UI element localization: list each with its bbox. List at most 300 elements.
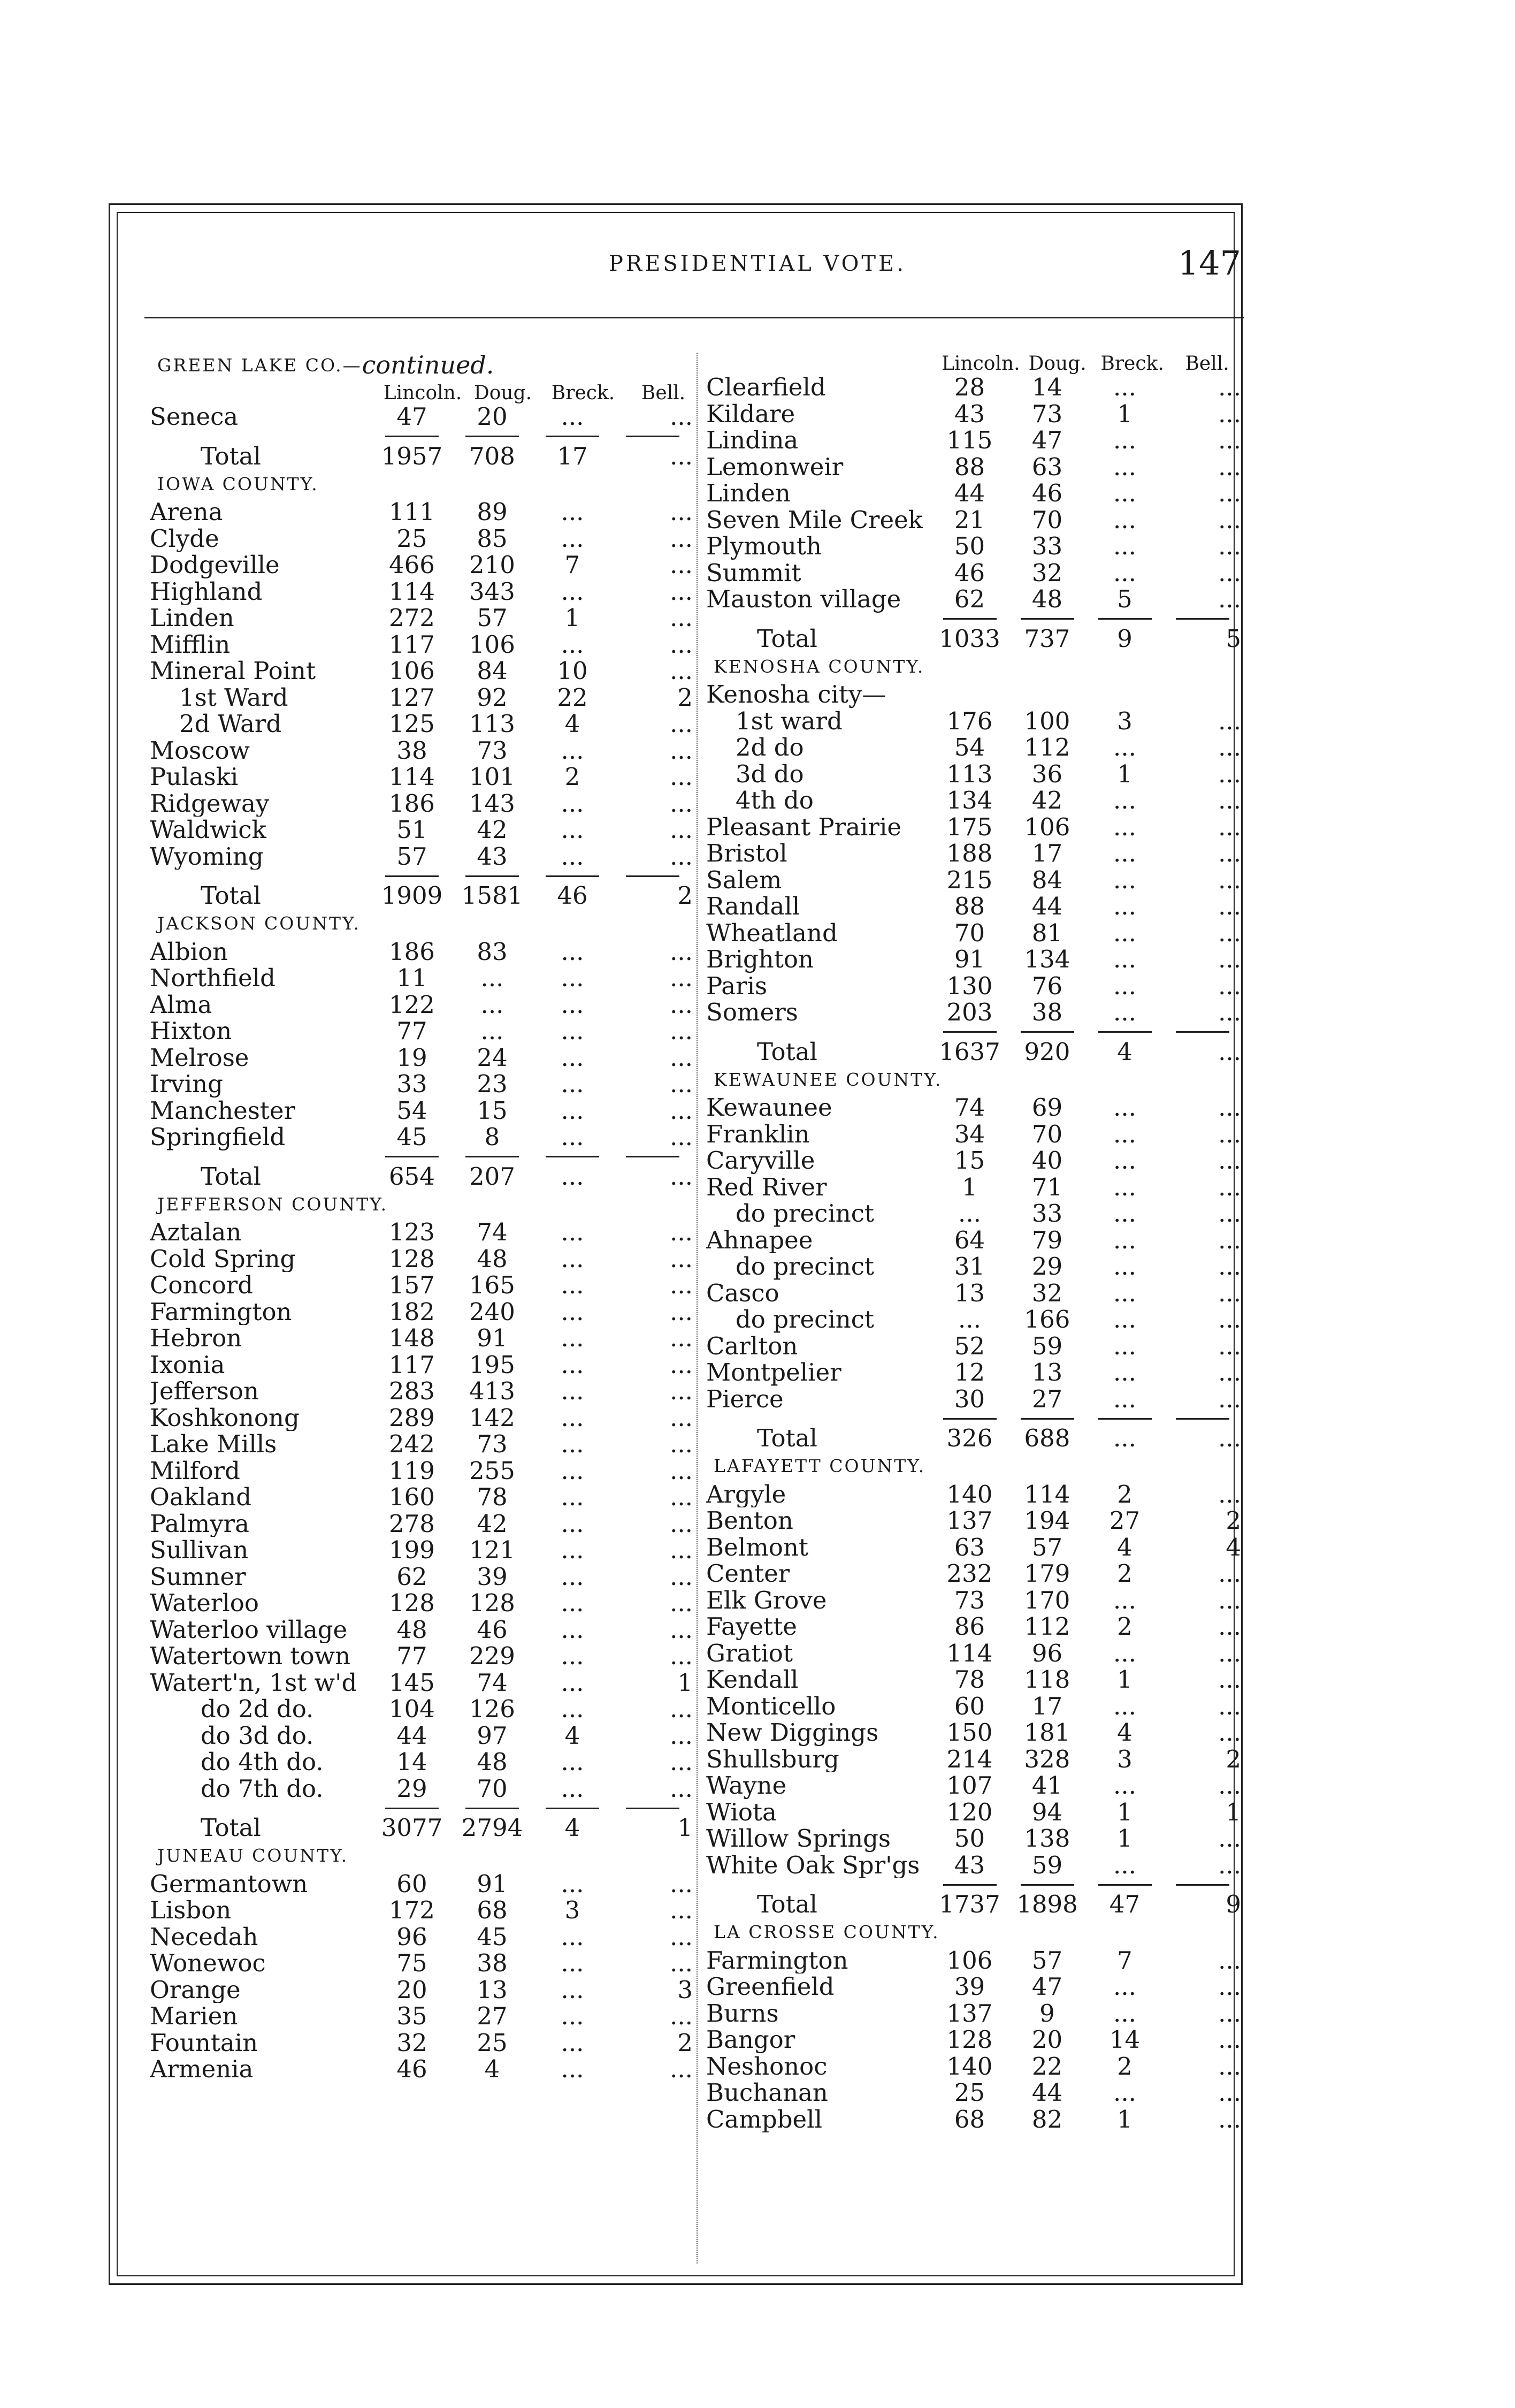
vote-breckinridge: ... — [1113, 733, 1136, 761]
vote-douglas: 70 — [1031, 1119, 1063, 1148]
vote-douglas: 114 — [1024, 1480, 1070, 1508]
vote-bell: ... — [670, 1162, 693, 1191]
vote-lincoln: 232 — [946, 1559, 993, 1588]
county-heading-juneau: JUNEAU COUNTY. — [157, 1845, 349, 1866]
vote-bell: ... — [1218, 1252, 1241, 1281]
row-label: Moscow — [150, 737, 250, 764]
vote-breckinridge: ... — [561, 1668, 584, 1697]
vote-breckinridge: ... — [561, 524, 584, 553]
county-heading-green-lake: GREEN LAKE CO.— continued. — [157, 350, 494, 379]
vote-breckinridge: ... — [1113, 865, 1136, 894]
vote-lincoln: 25 — [954, 2078, 985, 2107]
vote-douglas: 42 — [477, 816, 508, 844]
table-row-salem — [706, 867, 1244, 894]
vote-breckinridge: 7 — [564, 551, 580, 579]
row-label: Farmington — [150, 1298, 292, 1325]
vote-bell: ... — [1218, 786, 1241, 814]
vote-bell: ... — [670, 1615, 693, 1644]
vote-lincoln: 12 — [954, 1358, 985, 1386]
vote-bell: ... — [670, 1017, 693, 1045]
row-label: Mifflin — [150, 631, 231, 658]
vote-douglas: 33 — [1031, 532, 1063, 560]
green-lake-total — [150, 441, 693, 470]
row-label: Bristol — [706, 840, 787, 867]
table-row-neshonoc — [706, 2053, 1244, 2080]
vote-bell: ... — [1218, 1665, 1241, 1694]
vote-douglas: 46 — [477, 1615, 508, 1644]
vote-lincoln: 77 — [396, 1017, 427, 1045]
vote-bell: ... — [1218, 585, 1241, 613]
table-row-2d-ward — [150, 710, 693, 738]
vote-douglas: 328 — [1024, 1744, 1070, 1773]
vote-douglas: 57 — [1031, 1533, 1063, 1561]
vote-douglas: 737 — [1024, 624, 1070, 653]
vote-douglas: 76 — [1031, 971, 1063, 1000]
table-row-wonewoc — [150, 1949, 693, 1977]
row-label: Arena — [150, 499, 223, 525]
table-row-watertown-town — [150, 1642, 693, 1670]
vote-douglas: 207 — [469, 1162, 515, 1191]
vote-douglas: 44 — [1031, 892, 1063, 920]
kenosha-rows — [706, 708, 1244, 1026]
vote-bell: ... — [670, 657, 693, 685]
vote-lincoln: 68 — [954, 2105, 985, 2133]
vote-bell: 5 — [1226, 624, 1241, 653]
vote-douglas: 47 — [1031, 1972, 1063, 2001]
vote-breckinridge: ... — [561, 1096, 584, 1125]
vote-lincoln: 62 — [396, 1562, 427, 1591]
vote-bell: ... — [670, 1922, 693, 1951]
table-row-moscow — [150, 736, 693, 765]
table-row-lindina — [706, 427, 1244, 454]
vote-bell: 2 — [677, 683, 693, 712]
row-label: Waterloo village — [150, 1616, 348, 1643]
table-row-carlton — [706, 1333, 1244, 1360]
table-row-irving — [150, 1070, 693, 1098]
vote-breckinridge: 9 — [1117, 624, 1133, 653]
row-label: Melrose — [150, 1044, 249, 1071]
vote-douglas: 17 — [1031, 839, 1063, 867]
vote-lincoln: 14 — [396, 1748, 427, 1776]
vote-bell: ... — [1218, 2052, 1241, 2081]
table-row-cold-spring — [150, 1244, 693, 1273]
vote-breckinridge: ... — [1113, 918, 1136, 947]
vote-breckinridge: ... — [1113, 1199, 1136, 1228]
vote-breckinridge: ... — [561, 1536, 584, 1564]
row-label: Wheatland — [706, 919, 838, 946]
table-row-concord — [150, 1271, 693, 1299]
table-row-waterloo — [150, 1589, 693, 1617]
vote-bell: ... — [1218, 1037, 1241, 1066]
vote-bell: ... — [670, 604, 693, 632]
row-label: Pierce — [706, 1385, 784, 1412]
total-row — [706, 1891, 1244, 1918]
vote-bell: ... — [1218, 373, 1241, 401]
vote-breckinridge: 46 — [557, 881, 588, 910]
table-row-center — [706, 1560, 1244, 1587]
table-row-farmington — [150, 1297, 693, 1326]
table-row-linden — [706, 480, 1244, 507]
vote-lincoln: 114 — [946, 1639, 993, 1667]
vote-lincoln: 160 — [389, 1483, 435, 1511]
vote-breckinridge: ... — [561, 1271, 584, 1299]
table-row-mifflin — [150, 630, 693, 659]
vote-lincoln: 46 — [396, 2055, 427, 2083]
table-row-1st-ward — [706, 708, 1244, 735]
vote-douglas: 9 — [1039, 1999, 1055, 2028]
vote-breckinridge: ... — [1113, 1384, 1136, 1413]
vote-douglas: 44 — [1031, 2078, 1063, 2107]
vote-lincoln: 122 — [389, 990, 435, 1019]
table-row-wyoming — [150, 842, 693, 871]
vote-douglas: 91 — [477, 1869, 508, 1898]
vote-bell: ... — [1218, 532, 1241, 560]
vote-bell: ... — [1218, 1358, 1241, 1386]
vote-lincoln: 654 — [389, 1162, 435, 1191]
vote-lincoln: 50 — [954, 1824, 985, 1853]
table-row-pleasant-prairie — [706, 814, 1244, 841]
vote-bell: ... — [670, 1748, 693, 1776]
vote-lincoln: 157 — [389, 1271, 435, 1299]
table-row-new-diggings — [706, 1719, 1244, 1746]
vote-breckinridge: ... — [561, 630, 584, 659]
vote-breckinridge: ... — [561, 736, 584, 765]
vote-douglas: 39 — [477, 1562, 508, 1591]
vote-bell: ... — [1218, 998, 1241, 1026]
vote-bell: ... — [1218, 1225, 1241, 1254]
table-row-fountain — [150, 2028, 693, 2057]
vote-breckinridge: ... — [1113, 892, 1136, 920]
vote-douglas: 92 — [477, 683, 508, 712]
vote-bell: ... — [670, 736, 693, 765]
vote-breckinridge: 4 — [564, 1813, 580, 1842]
vote-breckinridge: ... — [561, 402, 584, 431]
vote-breckinridge: 22 — [557, 683, 588, 712]
vote-douglas: 17 — [1031, 1691, 1063, 1720]
vote-breckinridge: ... — [561, 1642, 584, 1670]
vote-bell: ... — [670, 1869, 693, 1898]
vote-douglas: 74 — [477, 1668, 508, 1697]
total-rule — [706, 1412, 1244, 1425]
vote-douglas: 2794 — [461, 1813, 523, 1842]
vote-douglas: 23 — [477, 1070, 508, 1098]
vote-douglas: 97 — [477, 1721, 508, 1750]
row-label: Irving — [150, 1071, 223, 1098]
vote-lincoln: 54 — [954, 733, 985, 761]
vote-breckinridge: ... — [1113, 1225, 1136, 1254]
row-label: Waldwick — [150, 817, 266, 843]
vote-bell: ... — [1218, 1305, 1241, 1333]
vote-bell: ... — [670, 1297, 693, 1326]
table-row-oakland — [150, 1483, 693, 1511]
vote-lincoln: 11 — [396, 964, 427, 992]
vote-breckinridge: ... — [561, 1430, 584, 1458]
vote-douglas: 84 — [477, 657, 508, 685]
vote-lincoln: 1033 — [939, 624, 1000, 653]
vote-douglas: 59 — [1031, 1850, 1063, 1879]
row-label: Springfield — [150, 1124, 286, 1150]
vote-breckinridge: ... — [561, 1350, 584, 1379]
table-row-kewaunee — [706, 1094, 1244, 1121]
vote-breckinridge: ... — [561, 1218, 584, 1246]
table-row-franklin — [706, 1121, 1244, 1148]
table-row-hixton — [150, 1017, 693, 1045]
vote-douglas: 118 — [1024, 1665, 1070, 1694]
vote-breckinridge: 10 — [557, 657, 588, 685]
vote-bell: ... — [1218, 1771, 1241, 1800]
table-row-monticello — [706, 1693, 1244, 1720]
table-row-armenia — [150, 2055, 693, 2083]
vote-douglas: 32 — [1031, 1278, 1063, 1307]
vote-lincoln: 13 — [954, 1278, 985, 1307]
table-row-hebron — [150, 1324, 693, 1352]
vote-lincoln: 106 — [389, 657, 435, 685]
table-row-dodgeville — [150, 551, 693, 579]
table-row-seven-mile-creek — [706, 507, 1244, 534]
vote-bell: ... — [670, 498, 693, 526]
vote-lincoln: 114 — [389, 577, 435, 606]
row-label: do 4th do. — [201, 1749, 324, 1775]
vote-lincoln: 107 — [946, 1771, 993, 1800]
vote-douglas: 59 — [1031, 1331, 1063, 1360]
row-label: Watertown town — [150, 1643, 351, 1670]
vote-douglas: 134 — [1024, 945, 1070, 973]
vote-lincoln: 199 — [389, 1536, 435, 1564]
table-row-highland — [150, 577, 693, 606]
vote-breckinridge: 1 — [1117, 1824, 1133, 1853]
table-row-campbell — [706, 2106, 1244, 2133]
vote-breckinridge: ... — [561, 1695, 584, 1723]
row-label: Total — [201, 1163, 261, 1190]
vote-lincoln: 272 — [389, 604, 435, 632]
vote-breckinridge: ... — [561, 842, 584, 871]
row-label: Albion — [150, 938, 228, 965]
vote-lincoln: 77 — [396, 1642, 427, 1670]
vote-douglas: 94 — [1031, 1797, 1063, 1826]
vote-breckinridge: ... — [561, 577, 584, 606]
table-row-montpelier — [706, 1359, 1244, 1386]
vote-breckinridge: 2 — [1117, 1612, 1133, 1641]
row-label: Cold Spring — [150, 1245, 296, 1272]
county-heading-jefferson: JEFFERSON COUNTY. — [157, 1193, 388, 1215]
row-label: Highland — [150, 578, 263, 605]
vote-lincoln: 115 — [946, 426, 993, 454]
vote-douglas: 143 — [469, 789, 515, 818]
vote-douglas: 106 — [469, 630, 515, 659]
jackson-total — [150, 1162, 693, 1191]
vote-bell: ... — [1218, 839, 1241, 867]
vote-douglas: 106 — [1024, 812, 1070, 841]
total-row — [150, 1813, 693, 1842]
vote-breckinridge: 7 — [1117, 1946, 1133, 1975]
vote-bell: ... — [1218, 918, 1241, 947]
vote-lincoln: 137 — [946, 1999, 993, 2028]
row-label: 2d Ward — [179, 711, 282, 737]
row-label: Dodgeville — [150, 552, 280, 578]
vote-lincoln: 130 — [946, 971, 993, 1000]
table-row-linden — [150, 604, 693, 632]
total-row — [706, 1425, 1244, 1452]
table-row-1st-ward — [150, 683, 693, 712]
row-label: Mauston village — [706, 586, 901, 613]
table-row-milford — [150, 1456, 693, 1485]
vote-douglas: 170 — [1024, 1586, 1070, 1614]
row-label: Montpelier — [706, 1359, 841, 1386]
vote-breckinridge: 5 — [1117, 585, 1133, 613]
vote-bell: ... — [1218, 812, 1241, 841]
county-heading-la-crosse: LA CROSSE COUNTY. — [714, 1922, 940, 1943]
vote-douglas: 13 — [1031, 1358, 1063, 1386]
vote-bell: ... — [1218, 1278, 1241, 1307]
vote-breckinridge: ... — [561, 1123, 584, 1151]
vote-bell: ... — [670, 1509, 693, 1538]
table-row-ixonia — [150, 1350, 693, 1379]
vote-bell: ... — [670, 1324, 693, 1352]
vote-breckinridge: ... — [1113, 532, 1136, 560]
vote-bell: ... — [1218, 1119, 1241, 1148]
table-row-bristol — [706, 840, 1244, 867]
row-label: Center — [706, 1560, 790, 1587]
vote-lincoln: 47 — [396, 402, 427, 431]
vote-bell: ... — [1218, 1999, 1241, 2028]
table-row-brighton — [706, 946, 1244, 973]
total-row — [706, 1039, 1244, 1065]
vote-breckinridge: 4 — [1117, 1718, 1133, 1747]
vote-breckinridge: ... — [1113, 971, 1136, 1000]
row-label: New Diggings — [706, 1719, 879, 1746]
vote-douglas: 71 — [1031, 1172, 1063, 1201]
vote-bell: 4 — [1226, 1533, 1241, 1561]
vote-lincoln: 106 — [946, 1946, 993, 1975]
vote-bell: ... — [670, 2002, 693, 2030]
vote-bell: ... — [670, 842, 693, 871]
row-label: do 2d do. — [201, 1696, 314, 1723]
vote-breckinridge: ... — [1113, 839, 1136, 867]
vote-bell: ... — [670, 524, 693, 553]
vote-bell: ... — [670, 1244, 693, 1273]
table-row-fayette — [706, 1613, 1244, 1640]
juneau-continued-rows — [706, 374, 1244, 613]
vote-lincoln: 73 — [954, 1586, 985, 1614]
vote-lincoln: 43 — [954, 399, 985, 428]
vote-douglas: 82 — [1031, 2105, 1063, 2133]
vote-lincoln: 289 — [389, 1403, 435, 1432]
vote-douglas: 15 — [477, 1096, 508, 1125]
vote-bell: ... — [1218, 971, 1241, 1000]
row-label: Pleasant Prairie — [706, 813, 901, 840]
vote-bell: ... — [670, 1562, 693, 1591]
vote-breckinridge: ... — [1113, 1999, 1136, 2028]
vote-douglas: 112 — [1024, 1612, 1070, 1641]
row-label: Total — [757, 1425, 817, 1452]
vote-bell: ... — [670, 816, 693, 844]
vote-bell: ... — [1218, 479, 1241, 507]
row-label: Carlton — [706, 1332, 798, 1359]
vote-bell: ... — [670, 763, 693, 791]
vote-lincoln: 1 — [962, 1172, 977, 1201]
row-label: Lake Mills — [150, 1431, 277, 1458]
vote-bell: ... — [670, 1218, 693, 1246]
vote-douglas: 42 — [477, 1509, 508, 1538]
row-label: Armenia — [150, 2056, 254, 2083]
vote-bell: ... — [670, 1589, 693, 1617]
vote-bell: ... — [670, 1271, 693, 1299]
vote-douglas: 27 — [477, 2002, 508, 2030]
table-row-northfield — [150, 964, 693, 992]
vote-lincoln: 140 — [946, 2052, 993, 2081]
vote-breckinridge: 27 — [1109, 1506, 1141, 1535]
row-label: Wyoming — [150, 843, 264, 870]
table-row-plymouth — [706, 533, 1244, 560]
vote-douglas: 166 — [1024, 1305, 1070, 1333]
vote-douglas: 33 — [1031, 1199, 1063, 1228]
table-row-germantown — [150, 1869, 693, 1898]
vote-bell: ... — [1218, 1718, 1241, 1747]
row-label: Lisbon — [150, 1897, 232, 1924]
vote-breckinridge: ... — [1113, 1691, 1136, 1720]
vote-lincoln: 33 — [396, 1070, 427, 1098]
column-headers: Lincoln. Doug. Breck. Bell. — [383, 382, 686, 404]
row-label: Germantown — [150, 1870, 308, 1897]
jefferson-rows — [150, 1218, 693, 1803]
vote-bell: ... — [1218, 1093, 1241, 1122]
vote-lincoln: 44 — [954, 479, 985, 507]
vote-bell: ... — [1218, 1384, 1241, 1413]
vote-breckinridge: ... — [1113, 1305, 1136, 1333]
vote-bell: ... — [670, 402, 693, 431]
vote-bell: ... — [1218, 1824, 1241, 1853]
table-row-white-oak-spr-gs — [706, 1852, 1244, 1879]
row-label: do precinct — [736, 1306, 875, 1333]
row-label: Palmyra — [150, 1510, 249, 1537]
vote-lincoln: 140 — [946, 1480, 993, 1508]
vote-lincoln: 35 — [396, 2002, 427, 2030]
vote-lincoln: 182 — [389, 1297, 435, 1326]
vote-lincoln: 3077 — [381, 1813, 443, 1842]
vote-breckinridge: ... — [1113, 505, 1136, 534]
table-row-do-precinct — [706, 1200, 1244, 1227]
row-label: Greenfield — [706, 1973, 835, 2000]
vote-breckinridge: ... — [1113, 426, 1136, 454]
vote-douglas: 40 — [1031, 1146, 1063, 1175]
vote-douglas: 79 — [1031, 1225, 1063, 1254]
vote-breckinridge: ... — [561, 498, 584, 526]
vote-douglas: 57 — [477, 604, 508, 632]
table-row-lisbon — [150, 1896, 693, 1924]
vote-bell: ... — [1218, 1172, 1241, 1201]
vote-bell: ... — [670, 1456, 693, 1485]
vote-bell: 1 — [1226, 1797, 1241, 1826]
kewaunee-total — [706, 1425, 1244, 1452]
kenosha-total — [706, 1039, 1244, 1065]
row-label: Burns — [706, 2000, 779, 2026]
vote-douglas: 1898 — [1016, 1890, 1078, 1918]
vote-bell: ... — [1218, 558, 1241, 587]
row-label: Farmington — [706, 1947, 848, 1973]
vote-lincoln: 176 — [946, 706, 993, 735]
vote-douglas: 688 — [1024, 1424, 1070, 1452]
vote-breckinridge: 47 — [1109, 1890, 1141, 1918]
row-label: Casco — [706, 1279, 779, 1306]
row-label: Salem — [706, 866, 782, 893]
row-label: Total — [201, 882, 261, 909]
vote-lincoln: 51 — [396, 816, 427, 844]
vote-lincoln: 31 — [954, 1252, 985, 1281]
row-label: Fountain — [150, 2029, 258, 2056]
vote-bell: 2 — [677, 2028, 693, 2057]
table-row-lemonweir — [706, 454, 1244, 481]
vote-lincoln: 125 — [389, 710, 435, 738]
